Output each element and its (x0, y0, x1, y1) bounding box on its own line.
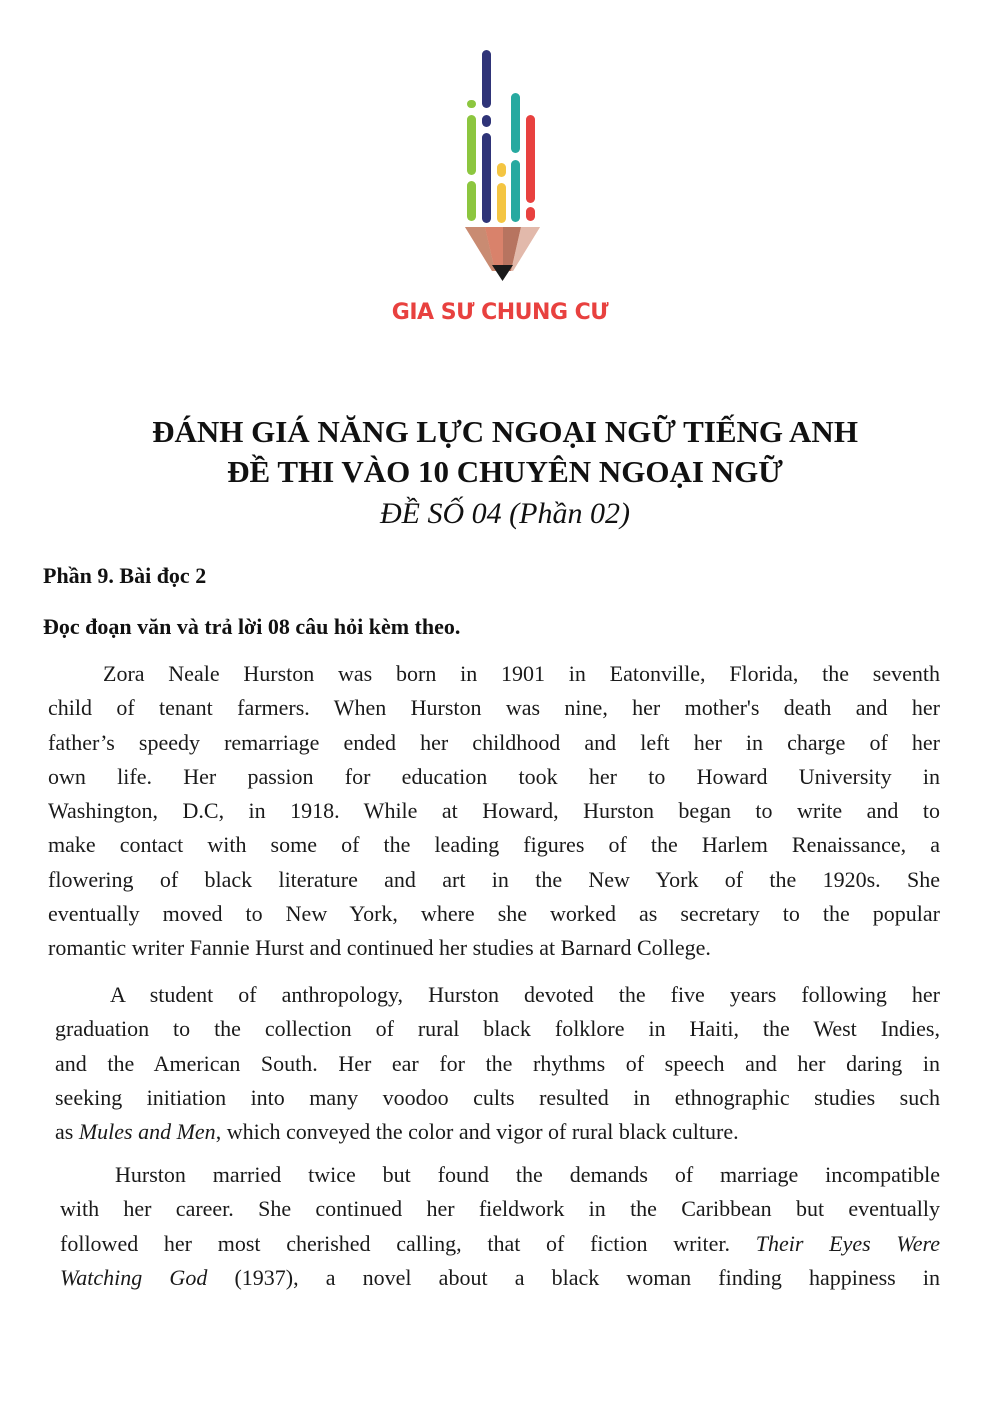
exam-title-line-1: ĐÁNH GIÁ NĂNG LỰC NGOẠI NGỮ TIẾNG ANH (152, 414, 858, 449)
exam-subtitle: ĐỀ SỐ 04 (Phần 02) (380, 497, 630, 530)
text-line: A student of anthropology, Hurston devoted the five years following her (110, 982, 940, 1007)
text-line: seeking initiation into many voodoo cults resulted in ethnographic studies such (55, 1084, 940, 1110)
text-line (60, 1261, 940, 1295)
text-segment: (1937), a novel about a black woman finding happiness in (207, 1264, 940, 1290)
text-line: make contact with some of the leading figures of the Harlem Renaissance, a (48, 832, 940, 858)
passage-paragraph-2 (55, 978, 940, 1149)
text-line (60, 1227, 940, 1261)
text-segment: followed her most cherished calling, that of fiction writer. (60, 1230, 756, 1256)
text-line: eventually moved to New York, where she worked as secretary to the popular (48, 901, 940, 927)
text-segment: as (55, 1119, 79, 1145)
text-line: with her career. She continued her fieldwork in the Caribbean but eventually (60, 1196, 940, 1222)
text-line: child of tenant farmers. When Hurston was nine, her mother's death and her (48, 695, 940, 721)
text-line: Zora Neale Hurston was born in 1901 in Eatonville, Florida, the seventh (103, 661, 940, 686)
text-segment: , which conveyed the color and vigor of rural black culture. (215, 1119, 739, 1145)
text-line: romantic writer Fannie Hurst and continued her studies at Barnard College. (48, 935, 711, 961)
logo-icon (455, 45, 550, 285)
text-line: and the American South. Her ear for the rhythms of speech and her daring in (55, 1050, 940, 1076)
book-title: Mules and Men (78, 1119, 216, 1145)
passage-paragraph-1 (48, 657, 940, 966)
passage-paragraph-3 (60, 1158, 940, 1295)
section-title: Phần 9. Bài đọc 2 (43, 563, 207, 588)
text-line: graduation to the collection of rural black folklore in Haiti, the West Indies, (55, 1016, 940, 1042)
book-title: Their Eyes Were (755, 1230, 940, 1256)
section-instruction: Đọc đoạn văn và trả lời 08 câu hỏi kèm theo. (43, 614, 461, 639)
text-line (55, 1115, 940, 1149)
text-line: flowering of black literature and art in the New York of the 1920s. She (48, 866, 940, 892)
text-line: Hurston married twice but found the demands of marriage incompatible (115, 1162, 940, 1187)
text-line: own life. Her passion for education took her to Howard University in (48, 763, 940, 789)
text-line: father’s speedy remarriage ended her childhood and left her in charge of her (48, 729, 940, 755)
text-line: Washington, D.C, in 1918. While at Howard, Hurston began to write and to (48, 798, 940, 824)
exam-title-line-2: ĐỀ THI VÀO 10 CHUYÊN NGOẠI NGỮ (227, 454, 783, 489)
book-title: Watching God (60, 1264, 208, 1290)
brand-name: GIA SƯ CHUNG CƯ (391, 300, 609, 325)
